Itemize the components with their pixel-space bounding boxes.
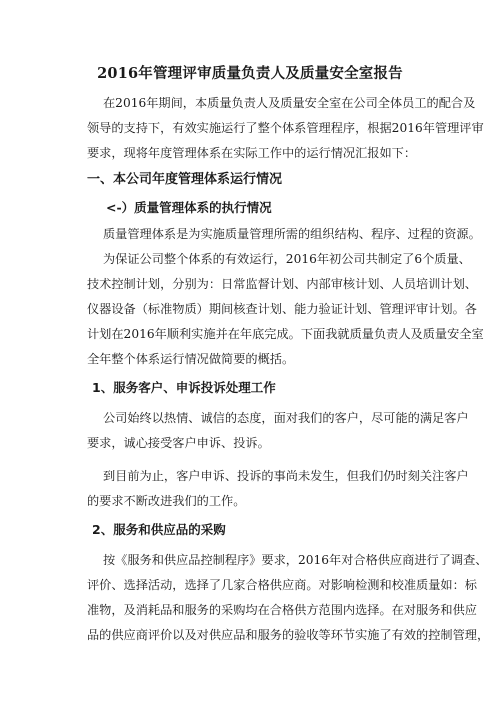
intro-line-2: 领导的支持下，有效实施运行了整个体系管理程序，根据2016年管理评审	[87, 121, 484, 135]
section-1-heading: 一、本公司年度管理体系运行情况	[87, 172, 283, 187]
item2-para1-line-1: 按《服务和供应品控制程序》要求，2016年对合格供应商进行了调查、	[103, 553, 488, 567]
item1-para2-line-2: 的要求不断改进我们的工作。	[87, 494, 246, 508]
item2-para1-line-2: 评价、选择活动，选择了几家合格供应商。对影响检测和校准质量如：标	[87, 578, 477, 592]
sub1-para2-line-5: 全年整个体系运行情况做简要的概括。	[87, 352, 295, 366]
sub1-para2-line-3: 仪器设备（标准物质）期间核查计划、能力验证计划、管理评审计划。各	[87, 302, 477, 316]
item2-para1-line-4: 品的供应商评价以及对供应品和服务的验收等环节实施了有效的控制管理，	[87, 628, 490, 642]
item-2-heading: 2、服务和供应品的采购	[92, 522, 226, 537]
item-1-heading: 1、服务客户、申诉投诉处理工作	[92, 380, 276, 395]
intro-line-3: 要求，现将年度管理体系在实际工作中的运行情况汇报如下：	[87, 146, 417, 160]
subsection-1-heading: <-）质量管理体系的执行情况	[106, 200, 272, 215]
sub1-para1-line-1: 质量管理体系是为实施质量管理所需的组织结构、程序、过程的资源。	[103, 227, 481, 241]
sub1-para2-line-1: 为保证公司整个体系的有效运行，2016年初公司共制定了6个质量、	[103, 252, 471, 266]
item1-para1-line-1: 公司始终以热情、诚信的态度，面对我们的客户，尽可能的满足客户	[103, 411, 469, 425]
document-title: 2016年管理评审质量负责人及质量安全室报告	[97, 65, 403, 82]
sub1-para2-line-2: 技术控制计划，分别为：日常监督计划、内部审核计划、人员培训计划、	[87, 277, 477, 291]
intro-line-1: 在2016年期间，本质量负责人及质量安全室在公司全体员工的配合及	[103, 96, 476, 110]
item1-para1-line-2: 要求，诚心接受客户申诉、投诉。	[87, 436, 270, 450]
item1-para2-line-1: 到目前为止，客户申诉、投诉的事尚未发生，但我们仍时刻关注客户	[103, 469, 469, 483]
sub1-para2-line-4: 计划在2016年顺利实施并在年底完成。下面我就质量负责人及质量安全室	[87, 327, 484, 341]
item2-para1-line-3: 准物，及消耗品和服务的采购均在合格供方范围内选择。在对服务和供应	[87, 603, 477, 617]
